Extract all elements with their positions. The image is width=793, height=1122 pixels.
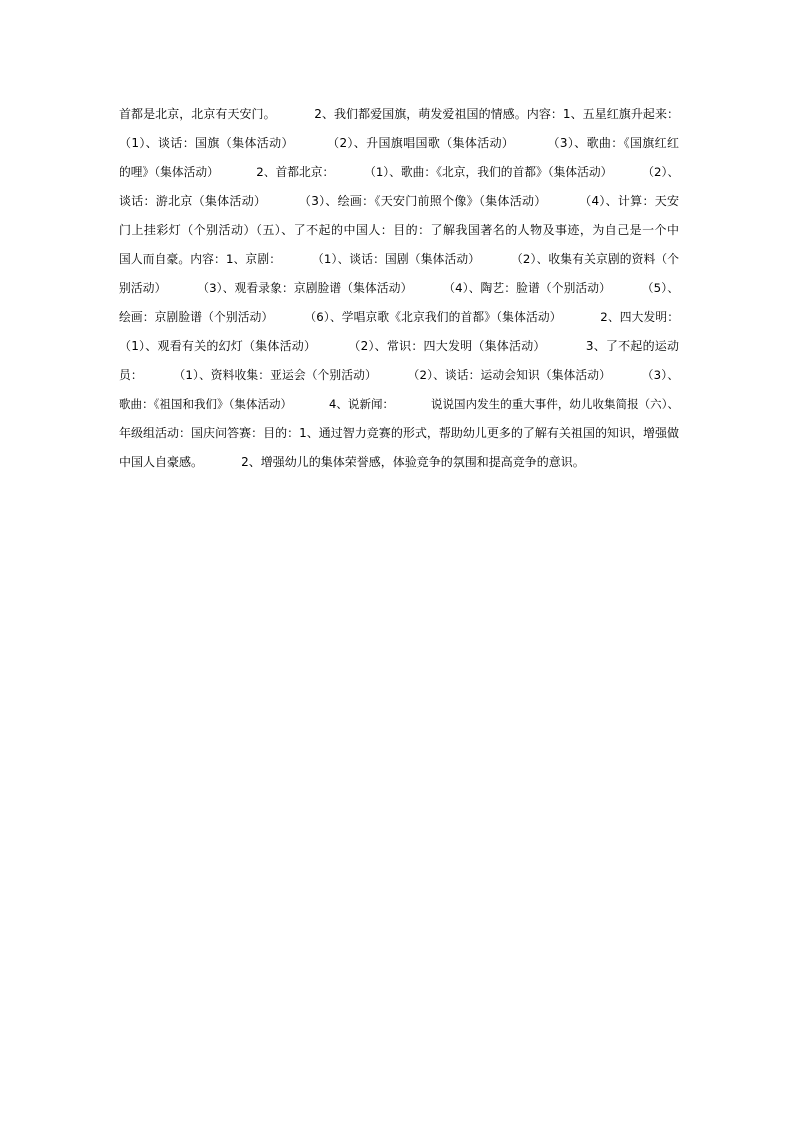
text-line: 谈话：游北京（集体活动） （3）、绘画：《天安门前照个像》（集体活动） （4）、计算：天安 — [119, 194, 679, 208]
text-line: 员： （1）、资料收集：亚运会（个别活动） （2）、谈话：运动会知识（集体活动） （3）、 — [119, 368, 679, 382]
text-line: 的哩》（集体活动） 2、首都北京： （1）、歌曲：《北京，我们的首都》（集体活动） （2）、 — [119, 165, 679, 179]
body-text — [119, 100, 679, 477]
text-line: 门上挂彩灯（个别活动）（五）、了不起的中国人：目的：了解我国著名的人物及事迹，为自己是一个中 — [119, 223, 679, 237]
text-line: 别活动） （3）、观看录象：京剧脸谱（集体活动） （4）、陶艺：脸谱（个别活动） （5）、 — [119, 281, 679, 295]
text-line: （1）、谈话：国旗（集体活动） （2）、升国旗唱国歌（集体活动） （3）、歌曲：《国旗红红 — [119, 136, 679, 150]
text-line: 绘画：京剧脸谱（个别活动） （6）、学唱京歌《北京我们的首都》（集体活动） 2、四大发明： — [119, 310, 679, 324]
text-line: 中国人自豪感。 2、增强幼儿的集体荣誉感，体验竞争的氛围和提高竞争的意识。 — [119, 455, 585, 469]
text-line: 年级组活动：国庆问答赛：目的：1、通过智力竞赛的形式，帮助幼儿更多的了解有关祖国的知识，增强做 — [119, 426, 679, 440]
text-line: 首都是北京，北京有天安门。 2、我们都爱国旗，萌发爱祖国的情感。内容：1、五星红旗升起来： — [119, 107, 679, 121]
text-line: （1）、观看有关的幻灯（集体活动） （2）、常识：四大发明（集体活动） 3、了不起的运动 — [119, 339, 679, 353]
text-line: 国人而自豪。内容：1、京剧： （1）、谈话：国剧（集体活动） （2）、收集有关京剧的资料（个 — [119, 252, 679, 266]
text-line: 歌曲：《祖国和我们》（集体活动） 4、说新闻： 说说国内发生的重大事件，幼儿收集简报（六）、 — [119, 397, 679, 411]
